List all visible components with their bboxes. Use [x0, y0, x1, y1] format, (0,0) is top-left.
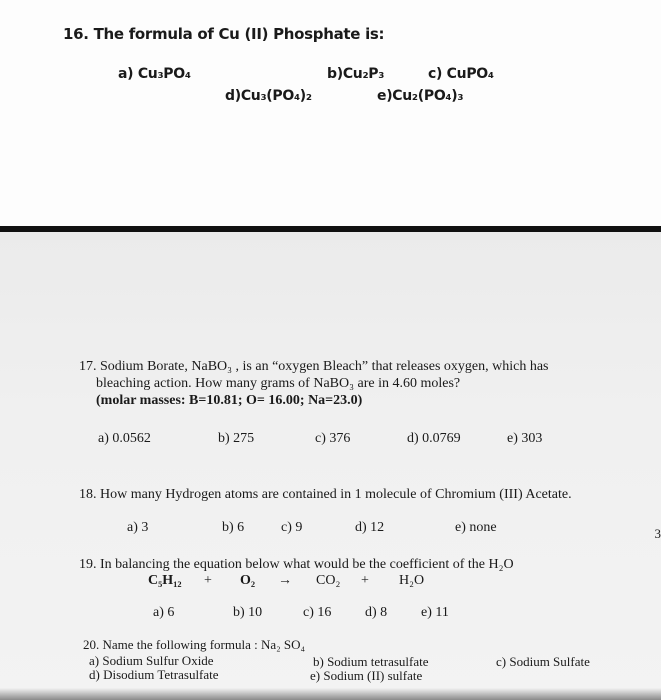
- q17-option-e[interactable]: e) 303: [507, 431, 543, 446]
- q19-option-b[interactable]: b) 10: [233, 605, 263, 620]
- q16-option-c[interactable]: c) CuPO₄: [428, 66, 494, 82]
- equation-reactant-2: O₂: [240, 573, 256, 588]
- q19-option-a[interactable]: a) 6: [153, 605, 175, 620]
- equation-plus-2: +: [361, 573, 369, 588]
- question-17-line-3: (molar masses: B=10.81; O= 16.00; Na=23.0): [96, 393, 363, 408]
- q17-option-a[interactable]: a) 0.0562: [98, 431, 151, 446]
- q16-option-a[interactable]: a) Cu₃PO₄: [118, 66, 191, 82]
- question-18-text: 18. How many Hydrogen atoms are contained in 1 molecule of Chromium (III) Acetate.: [79, 487, 572, 502]
- question-19-text: 19. In balancing the equation below what would be the coefficient of the H₂O: [79, 557, 514, 572]
- equation-product-1: CO₂: [316, 573, 341, 588]
- q19-option-e[interactable]: e) 11: [421, 605, 449, 620]
- q17-option-d[interactable]: d) 0.0769: [407, 431, 461, 446]
- equation-product-2: H₂O: [399, 573, 425, 588]
- q16-option-d[interactable]: d)Cu₃(PO₄)₂: [225, 88, 312, 104]
- q20-option-d[interactable]: d) Disodium Tetrasulfate: [89, 667, 219, 682]
- page-bottom-shadow: [0, 688, 661, 700]
- equation-reactant-1: C₅H₁₂: [148, 573, 182, 588]
- q20-option-b[interactable]: b) Sodium tetrasulfate: [313, 654, 429, 669]
- question-17-line-1: 17. Sodium Borate, NaBO₃ , is an “oxygen Bleach” that releases oxygen, which has: [79, 359, 549, 374]
- reaction-arrow-icon: →: [278, 573, 292, 588]
- page-edge-mark: 3: [654, 526, 661, 541]
- question-20-text: 20. Name the following formula : Na₂ SO₄: [83, 637, 306, 652]
- q20-option-c[interactable]: c) Sodium Sulfate: [496, 654, 590, 669]
- q19-option-d[interactable]: d) 8: [365, 605, 388, 620]
- equation-plus-1: +: [204, 573, 212, 588]
- worksheet-page-bottom: [0, 232, 661, 700]
- q18-option-b[interactable]: b) 6: [222, 520, 245, 535]
- q17-option-c[interactable]: c) 376: [315, 431, 351, 446]
- worksheet-page-top: [0, 0, 661, 226]
- q16-option-b[interactable]: b)Cu₂P₃: [327, 66, 385, 82]
- q16-option-e[interactable]: e)Cu₂(PO₄)₃: [377, 88, 464, 104]
- question-16-text: 16. The formula of Cu (II) Phosphate is:: [63, 25, 385, 43]
- q20-option-e[interactable]: e) Sodium (II) sulfate: [310, 668, 423, 683]
- q18-option-a[interactable]: a) 3: [127, 520, 149, 535]
- q17-option-b[interactable]: b) 275: [218, 431, 255, 446]
- q18-option-c[interactable]: c) 9: [281, 520, 303, 535]
- q20-option-a[interactable]: a) Sodium Sulfur Oxide: [89, 653, 214, 668]
- q18-option-d[interactable]: d) 12: [355, 520, 385, 535]
- q18-option-e[interactable]: e) none: [455, 520, 497, 535]
- q19-option-c[interactable]: c) 16: [303, 605, 332, 620]
- question-17-line-2: bleaching action. How many grams of NaBO₃ are in 4.60 moles?: [96, 376, 461, 391]
